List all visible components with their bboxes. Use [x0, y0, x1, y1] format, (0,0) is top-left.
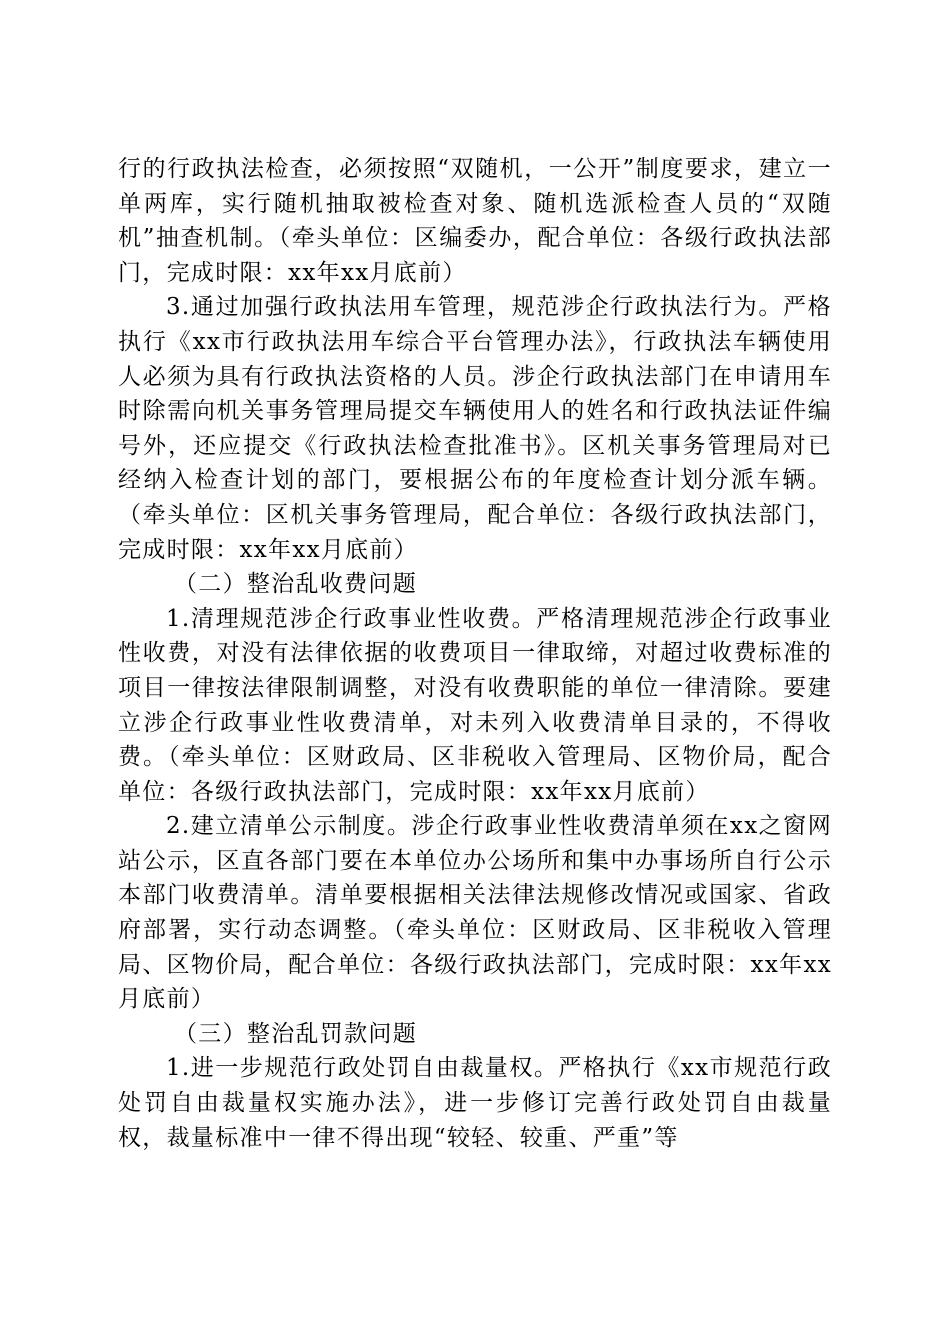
document-body [118, 152, 832, 1155]
paragraph-penalty-discretion: 1.进一步规范行政处罚自由裁量权。严格执行《xx市规范行政处罚自由裁量权实施办法》，进一步修订完善行政处罚自由裁量权，裁量标准中一律不得出现“较轻、较重、严重”等 [118, 1055, 832, 1151]
paragraph-vehicle-management: 3.通过加强行政执法用车管理，规范涉企行政执法行为。严格执行《xx市行政执法用车综合平台管理办法》，行政执法车辆使用人必须为具有行政执法资格的人员。涉企行政执法部门在申请用车时除需向机关事务管理局提交车辆使用人的姓名和行政执法证件编号外，还应提交《行政执法检查批准书》。区机关事务管理局对已经纳入检查计划的部门，要根据公布的年度检查计划分派车辆。（牵头单位：区机关事务管理局，配合单位：各级行政执法部门，完成时限：xx年xx月底前） [118, 294, 832, 563]
paragraph-inspection-continuation: 行的行政执法检查，必须按照“双随机，一公开”制度要求，建立一单两库，实行随机抽取被检查对象、随机选派检查人员的“双随机”抽查机制。（牵头单位：区编委办，配合单位：各级行政执法部门，完成时限：xx年xx月底前） [118, 156, 832, 286]
paragraph-fee-list-publicity: 2.建立清单公示制度。涉企行政事业性收费清单须在xx之窗网站公示，区直各部门要在本单位办公场所和集中办事场所自行公示本部门收费清单。清单要根据相关法律法规修改情况或国家、省政府部署，实行动态调整。（牵头单位：区财政局、区非税收入管理局、区物价局，配合单位：各级行政执法部门，完成时限：xx年xx月底前） [118, 813, 832, 1013]
section-heading-fees: （二）整治乱收费问题 [174, 571, 417, 598]
section-heading-fines: （三）整治乱罚款问题 [174, 1020, 417, 1047]
paragraph-fee-cleanup: 1.清理规范涉企行政事业性收费。严格清理规范涉企行政事业性收费，对没有法律依据的收费项目一律取缔，对超过收费标准的项目一律按法律限制调整，对没有收费职能的单位一律清除。要建立涉企行政事业性收费清单，对未列入收费清单目录的，不得收费。（牵头单位：区财政局、区非税收入管理局、区物价局，配合单位：各级行政执法部门，完成时限：xx年xx月底前） [118, 605, 832, 805]
